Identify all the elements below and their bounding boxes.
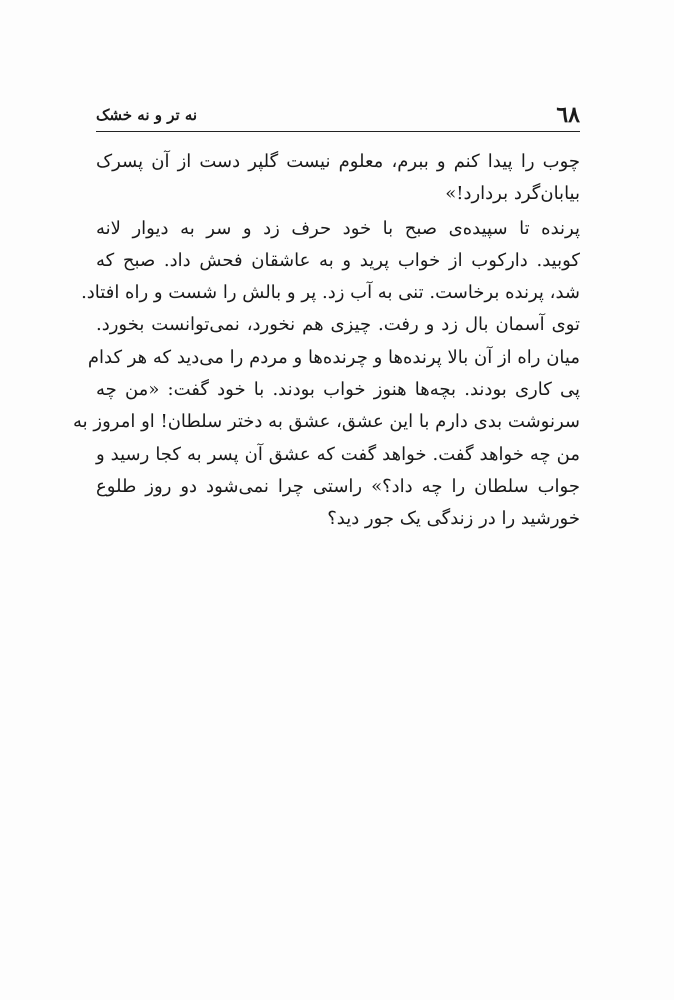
text-line: من چه خواهد گفت. خواهد گفت که عشق آن پسر به کجا رسید و: [96, 443, 580, 465]
paragraph-2: [73, 213, 580, 536]
text-line: چوب را پیدا کنم و ببرم، معلوم نیست گلپر دست از آن پسرک: [96, 151, 580, 172]
page-number: ٦٨: [556, 102, 580, 128]
body-text: [73, 146, 580, 536]
text-line: پی کاری بودند. بچه‌ها هنوز خواب بودند. با خود گفت: «من چه: [96, 379, 580, 401]
text-line: شد، پرنده برخاست. تنی به آب زد. پر و بالش را شست و راه افتاد.: [81, 282, 580, 304]
paragraph-1: [96, 146, 580, 211]
text-line: سرنوشت بدی دارم با این عشق، عشق به دختر سلطان! او امروز به: [73, 411, 580, 433]
text-line: خورشید را در زندگی یک جور دید؟: [327, 508, 580, 530]
text-line: توی آسمان بال زد و رفت. چیزی هم نخورد، نمی‌توانست بخورد.: [96, 314, 580, 336]
text-line: جواب سلطان را چه داد؟» راستی چرا نمی‌شود دو روز طلوع: [96, 475, 580, 497]
text-line: کوبید. دارکوب از خواب پرید و به عاشقان فحش داد. صبح که: [96, 249, 580, 271]
running-header: [96, 100, 580, 130]
text-line: میان راه از آن بالا پرنده‌ها و چرنده‌ها و مردم را می‌دید که هر کدام: [87, 346, 580, 368]
text-line: بیابان‌گرد بردارد!»: [445, 183, 580, 205]
text-line: پرنده تا سپیده‌ی صبح با خود حرف زد و سر به دیوار لانه: [96, 217, 580, 239]
header-rule: [96, 131, 580, 132]
book-title: نه تر و نه خشک: [96, 106, 198, 124]
